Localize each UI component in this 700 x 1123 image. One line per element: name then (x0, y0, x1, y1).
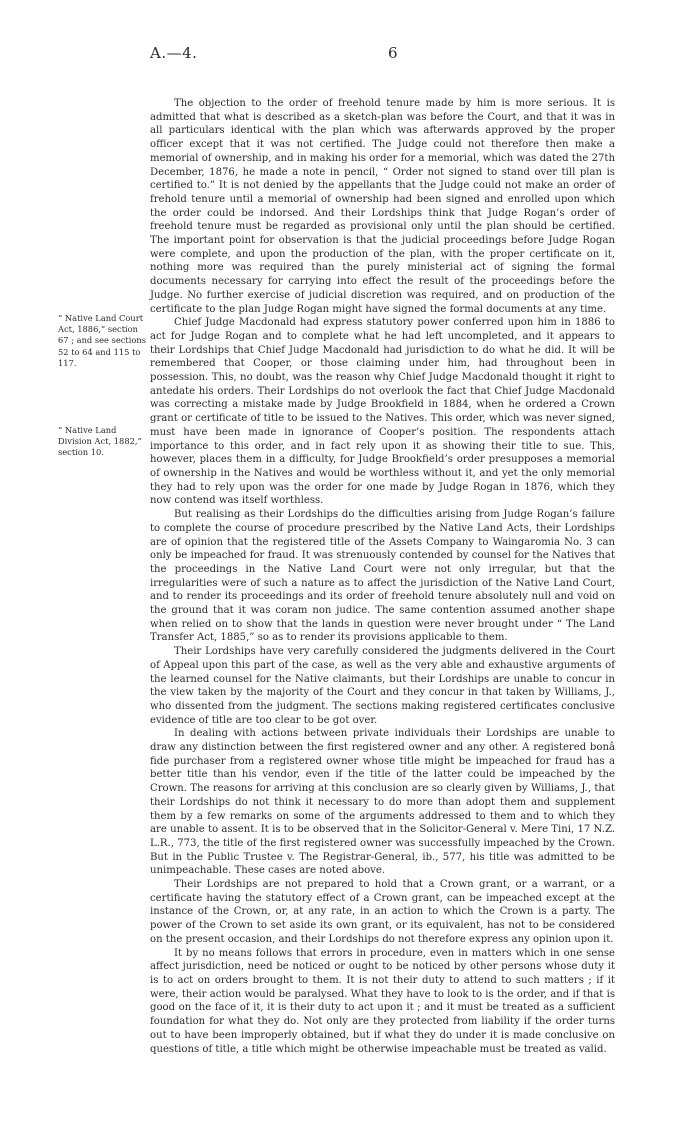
paragraph: In dealing with actions between private individuals their Lordships are unable to draw any distinction between the first registered owner and any other. A registered bonâ fide purchaser from a registered owner whose title might be impeached for fraud has a better title than his vendor, even if the title of the latter could be impeached by the Crown. The reasons for arriving at this conclusion are so clearly given by Williams, J., that their Lordships do not think it necessary to do more than adopt them and supplement them by a few remarks on some of the arguments addressed to them and to which they are unable to assent. It is to be observed that in the Solicitor-General v. Mere Tini, 17 N.Z. L.R., 773, the title of the first registered owner was successfully impeached by the Crown. But in the Public Trustee v. The Registrar-General, ib., 577, his title was admitted to be unimpeachable. These cases are noted above. (150, 728, 615, 877)
document-reference: A.—4. (150, 44, 198, 62)
paragraph: Their Lordships are not prepared to hold that a Crown grant, or a warrant, or a certificate having the statutory effect of a Crown grant, can be impeached except at the instance of the Crown, or, at any rate, in an action to which the Crown is a party. The power of the Crown to set aside its own grant, or its equivalent, has not to be considered on the present occasion, and their Lordships do not therefore express any opinion upon it. (150, 879, 615, 945)
page-number: 6 (388, 44, 398, 62)
paragraph: It by no means follows that errors in procedure, even in matters which in one sense affect jurisdiction, need be noticed or ought to be noticed by other persons whose duty it is to act on orders brought to them. It is not their duty to attend to such matters ; if it were, their action would be paralysed. What they have to look to is the order, and if that is good on the face of it, it is their duty to act upon it ; and it must be treated as a sufficient foundation for what they do. Not only are they protected from liability if the order turns out to have been improperly obtained, but if what they do under it is made conclusive on questions of title, a title which might be otherwise impeachable must be treated as valid. (150, 947, 615, 1055)
margin-note-native-land-division-act: “ Native Land Division Act, 1882,” section 10. (58, 425, 142, 458)
paragraph: Chief Judge Macdonald had express statutory power conferred upon him in 1886 to act for Judge Rogan and to complete what he had left uncompleted, and it appears to their Lordships that Chief Judge Macdonald had jurisdiction to do what he did. It will be remembered that Cooper, or those claiming under him, had throughout been in possession. This, no doubt, was the reason why Chief Judge Macdonald thought it right to antedate his orders. Their Lordships do not overlook the fact that Chief Judge Macdonald was correcting a mistake made by Judge Brookfield in 1884, when he ordered a Crown grant or certificate of title to be issued to the Natives. This order, which was never signed, must have been made in ignorance of Cooper’s position. The respondents attach importance to this order, and in fact rely upon it as showing their title to sue. This, however, places them in a difficulty, for Judge Brookfield’s order presupposes a memorial of ownership in the Natives and would be worthless without it, and yet the only memorial they had to rely upon was the order for one made by Judge Rogan in 1876, which they now contend was itself worthless. (150, 317, 615, 507)
paragraph: Their Lordships have very carefully considered the judgments delivered in the Court of Appeal upon this part of the case, as well as the very able and exhaustive arguments of the learned counsel for the Native claimants, but their Lordships are unable to concur in the view taken by the majority of the Court and they concur in that taken by Williams, J., who dissented from the judgment. The sections making registered certificates conclusive evidence of title are too clear to be got over. (150, 646, 615, 726)
margin-note-native-land-court-act: “ Native Land Court Act, 1886,” section 67 ; and see sections 52 to 64 and 115 to 117. (58, 313, 146, 368)
paragraph: The objection to the order of freehold tenure made by him is more serious. It is admitted that what is described as a sketch-plan was before the Court, and that it was in all particulars identical with the plan which was afterwards approved by the proper officer except that it was not certified. The Judge could not therefore then make a memorial of ownership, and in making his order for a memorial, which was dated the 27th December, 1876, he made a note in pencil, “ Order not signed to stand over till plan is certified to.” It is not denied by the appellants that the Judge could not make an order of frehold tenure until a memorial of ownership had been signed and enrolled upon which the order could be indorsed. And their Lordships think that Judge Rogan’s order of freehold tenure must be regarded as provisional only until the plan should be certified. The important point for observation is that the judicial proceedings before Judge Rogan were complete, and upon the production of the plan, with the proper certificate on it, nothing more was required than the purely ministerial act of signing the formal documents necessary for carrying into effect the result of the proceedings before the Judge. No further exercise of judicial discretion was required, and on production of the certificate to the plan Judge Rogan might have signed the formal documents at any time. (150, 98, 615, 315)
paragraph: But realising as their Lordships do the difficulties arising from Judge Rogan’s failure to complete the course of procedure prescribed by the Native Land Acts, their Lordships are of opinion that the registered title of the Assets Company to Waingaromia No. 3 can only be impeached for fraud. It was strenuously contended by counsel for the Natives that the proceedings in the Native Land Court were not only irregular, but that the irregularities were of such a nature as to affect the jurisdiction of the Native Land Court, and to render its proceedings and its order of freehold tenure absolutely null and void on the ground that it was coram non judice. The same contention assumed another shape when relied on to show that the lands in question were never brought under “ The Land Transfer Act, 1885,” so as to render its provisions applicable to them. (150, 509, 615, 644)
body-text (150, 97, 615, 1056)
page-header (150, 44, 620, 68)
